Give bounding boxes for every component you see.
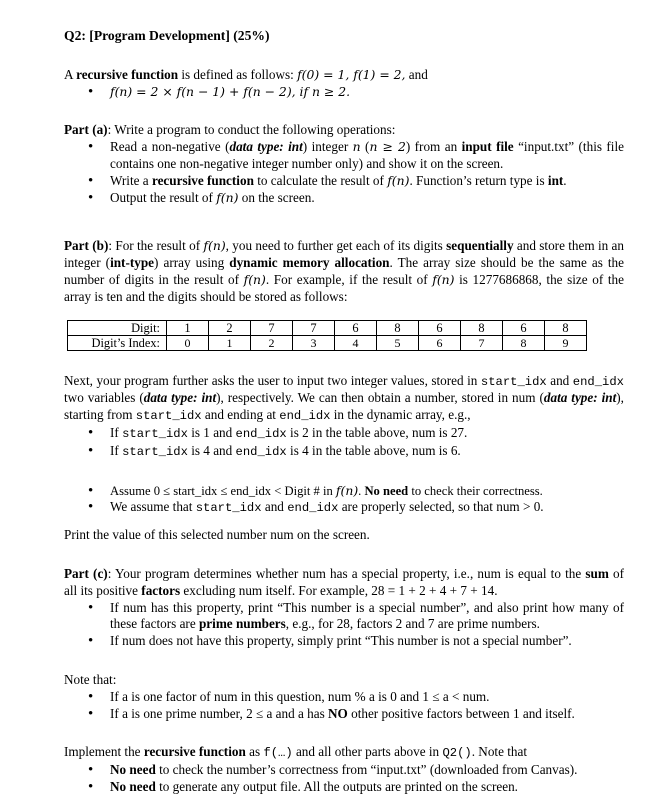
digit-cell: 2	[209, 320, 251, 335]
part-a-heading: Part (a): Write a program to conduct the following operations:	[64, 122, 396, 138]
part-b-assumption-2: • We assume that start_idx and end_idx are properly selected, so that num > 0.	[64, 499, 624, 517]
note-heading: Note that:	[64, 671, 117, 687]
intro-bullet: • f(n) = 2 × f(n − 1) + f(n − 2), if n ≥ 2.	[64, 84, 624, 101]
part-b-paragraph: Part (b): For the result of f(n), you need to further get each of its digits sequentially and store them in an integer (int-type) array using dynamic memory allocation. The array size should be the same as the number of digits in the result of f(n). For example, if the result of f(n) is 1277686868, the size of the array is ten and the digits should be stored as follows:	[64, 238, 625, 304]
index-row-label: Digit’s Index:	[68, 335, 167, 350]
digit-cell: 8	[377, 320, 419, 335]
digit-row	[68, 320, 587, 335]
index-cell: 1	[209, 335, 251, 350]
index-cell: 9	[545, 335, 587, 350]
digit-cell: 8	[545, 320, 587, 335]
index-cell: 0	[167, 335, 209, 350]
part-b-example-2: • If start_idx is 4 and end_idx is 4 in the table above, num is 6.	[64, 443, 624, 461]
part-a-bullet-3: • Output the result of f(n) on the screen.	[64, 190, 624, 207]
part-c-bullet-1: • If num has this property, print “This number is a special number”, and also print how many of these factors are prime numbers, e.g., for 28, factors 2 and 7 are prime numbers.	[64, 600, 624, 634]
part-b-assumption-1: • Assume 0 ≤ start_idx ≤ end_idx < Digit # in f(n). No need to check their correctness.	[64, 483, 624, 500]
digit-cell: 7	[293, 320, 335, 335]
document-page	[64, 28, 624, 796]
index-cell: 2	[251, 335, 293, 350]
part-b-example-1: • If start_idx is 1 and end_idx is 2 in the table above, num is 27.	[64, 425, 624, 443]
digit-row-label: Digit:	[68, 320, 167, 335]
digit-cell: 8	[461, 320, 503, 335]
part-c-bullet-2: • If num does not have this property, simply print “This number is not a special number”.	[64, 633, 624, 650]
index-cell: 6	[419, 335, 461, 350]
part-b-print-line: Print the value of this selected number num on the screen.	[64, 527, 370, 543]
index-row	[68, 335, 587, 350]
intro-line: A recursive function is defined as follows: f(0) = 1, f(1) = 2, and	[64, 66, 428, 82]
digit-cell: 7	[251, 320, 293, 335]
question-title: Q2: [Program Development] (25%)	[64, 28, 270, 43]
index-cell: 8	[503, 335, 545, 350]
part-b-next-paragraph: Next, your program further asks the user to input two integer values, stored in start_idx and end_idx two variables (data type: int), respectively. We can then obtain a number, stored in num (data type: int), starting from start_idx and ending at end_idx in the dynamic array, e.g.,	[64, 372, 624, 424]
implement-bullet-1: • No need to check the number’s correctness from “input.txt” (downloaded from Canvas).	[64, 762, 624, 779]
digit-cell: 1	[167, 320, 209, 335]
index-cell: 4	[335, 335, 377, 350]
part-c-paragraph: Part (c): Your program determines whether num has a special property, i.e., num is equal to the sum of all its positive factors excluding num itself. For example, 28 = 1 + 2 + 4 + 7 + 14.	[64, 565, 624, 598]
digit-cell: 6	[503, 320, 545, 335]
part-a-bullet-2: • Write a recursive function to calculate the result of f(n). Function’s return type is int.	[64, 173, 624, 190]
digit-cell: 6	[419, 320, 461, 335]
implement-bullet-2: • No need to generate any output file. All the outputs are printed on the screen.	[64, 779, 624, 796]
index-cell: 5	[377, 335, 419, 350]
note-bullet-1: • If a is one factor of num in this question, num % a is 0 and 1 ≤ a < num.	[64, 689, 624, 706]
part-a-bullet-1: • Read a non-negative (data type: int) integer n (n ≥ 2) from an input file “input.txt” (this file contains one non-negative integer number only) and show it on the screen.	[64, 139, 624, 173]
digit-table	[67, 320, 587, 351]
note-bullet-2: • If a is one prime number, 2 ≤ a and a has NO other positive factors between 1 and itself.	[64, 706, 624, 723]
digit-cell: 6	[335, 320, 377, 335]
index-cell: 7	[461, 335, 503, 350]
implement-line: Implement the recursive function as f(…) and all other parts above in Q2(). Note that	[64, 744, 528, 761]
index-cell: 3	[293, 335, 335, 350]
